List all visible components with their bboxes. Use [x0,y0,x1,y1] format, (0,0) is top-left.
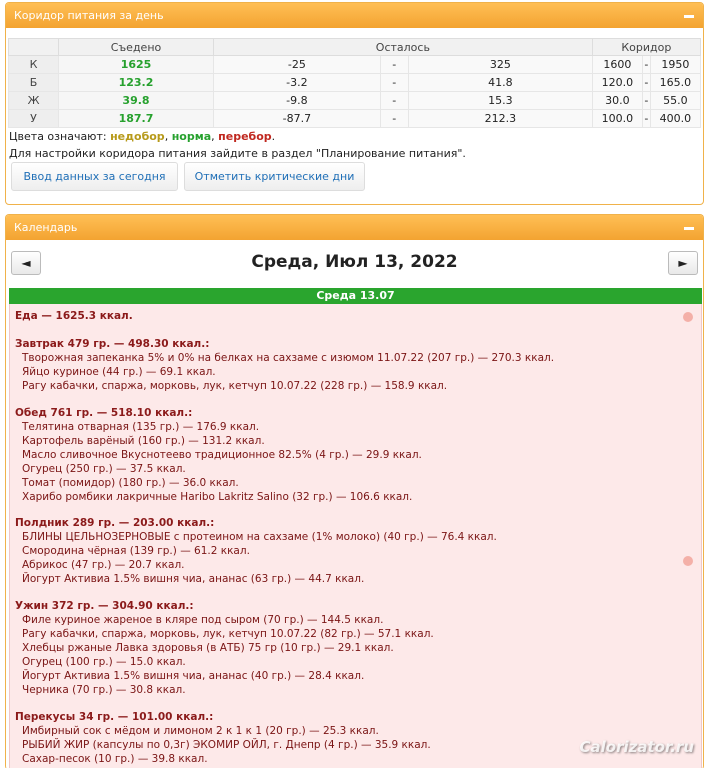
hand-icon [683,556,693,566]
remaining-min: -9.8 [214,92,381,110]
corridor-title: Коридор питания за день [14,9,164,22]
corridor-col-eaten: Съедено [59,39,214,56]
calendar-header [6,215,703,240]
corridor-max: 1950 [650,56,700,74]
list-item: Масло сливочное Вкуснотеево традиционное 82.5% (4 гр.) — 29.9 ккал. [22,449,422,461]
dash: - [643,110,651,128]
list-item: Рагу кабачки, спаржа, морковь, лук, кетчуп 10.07.22 (82 гр.) — 57.1 ккал. [22,628,434,640]
corridor-col-blank [9,39,59,56]
list-item: Огурец (100 гр.) — 15.0 ккал. [22,656,186,668]
day-entries [9,304,702,768]
dash: - [380,92,408,110]
corridor-min: 100.0 [592,110,642,128]
food-total: Еда — 1625.3 ккал. [15,310,133,322]
legend-over: перебор [218,130,272,143]
list-item: Телятина отварная (135 гр.) — 176.9 ккал. [22,421,260,433]
meal-header-breakfast: Завтрак 479 гр. — 498.30 ккал.: [15,338,210,350]
remaining-max: 325 [408,56,592,74]
list-item: Сахар-песок (10 гр.) — 39.8 ккал. [22,753,208,765]
calendar-panel [5,214,704,768]
corridor-min: 1600 [592,56,642,74]
list-item: Огурец (250 гр.) — 37.5 ккал. [22,463,186,475]
remaining-min: -3.2 [214,74,381,92]
row-label: У [9,110,59,128]
corridor-header [6,3,703,28]
table-row [9,92,701,110]
list-item: Филе куриное жареное в кляре под сыром (70 гр.) — 144.5 ккал. [22,614,384,626]
list-item: Смородина чёрная (139 гр.) — 61.2 ккал. [22,545,250,557]
list-item: Абрикос (47 гр.) — 20.7 ккал. [22,559,185,571]
list-item: Картофель варёный (160 гр.) — 131.2 ккал. [22,435,265,447]
calendar-title: Календарь [14,221,78,234]
collapse-icon[interactable] [683,222,695,234]
row-label: Ж [9,92,59,110]
list-item: БЛИНЫ ЦЕЛЬНОЗЕРНОВЫЕ с протеином на сахзаме (1% молоко) (40 гр.) — 76.4 ккал. [22,531,497,543]
legend-norm: норма [171,130,212,143]
list-item: Черника (70 гр.) — 30.8 ккал. [22,684,186,696]
remaining-max: 212.3 [408,110,592,128]
eaten-value: 39.8 [59,92,214,110]
list-item: Йогурт Активиа 1.5% вишня чиа, ананас (40 гр.) — 28.4 ккал. [22,670,365,682]
corridor-max: 55.0 [650,92,700,110]
list-item: Харибо ромбики лакричные Haribo Lakritz Salino (32 гр.) — 106.6 ккал. [22,491,413,503]
meal-header-lunch: Обед 761 гр. — 518.10 ккал.: [15,407,193,419]
list-item: Рагу кабачки, спаржа, морковь, лук, кетчуп 10.07.22 (228 гр.) — 158.9 ккал. [22,380,448,392]
list-item: Йогурт Активиа 1.5% вишня чиа, ананас (63 гр.) — 44.7 ккал. [22,573,365,585]
list-item: Творожная запеканка 5% и 0% на белках на сахзаме с изюмом 11.07.22 (207 гр.) — 270.3 ккал. [22,352,555,364]
calendar-date: Среда, Июл 13, 2022 [251,252,458,272]
meal-header-dinner: Ужин 372 гр. — 304.90 ккал.: [15,600,194,612]
dash: - [643,56,651,74]
color-legend: Цвета означают: недобор, норма, перебор. [9,130,276,143]
remaining-min: -25 [214,56,381,74]
corridor-col-corridor: Коридор [592,39,700,56]
corridor-max: 400.0 [650,110,700,128]
collapse-icon[interactable] [683,10,695,22]
next-day-button[interactable] [668,251,698,275]
meal-header-snacks: Перекусы 34 гр. — 101.00 ккал.: [15,711,214,723]
corridor-min: 120.0 [592,74,642,92]
legend-prefix: Цвета означают: [9,130,107,143]
day-label[interactable]: Среда 13.07 [9,288,702,304]
remaining-min: -87.7 [214,110,381,128]
dash: - [380,56,408,74]
legend-under: недобор [110,130,165,143]
list-item: Хлебцы ржаные Лавка здоровья (в АТБ) 75 гр (10 гр.) — 29.1 ккал. [22,642,394,654]
list-item: Томат (помидор) (180 гр.) — 36.0 ккал. [22,477,239,489]
row-label: К [9,56,59,74]
corridor-table [8,38,701,128]
list-item: Имбирный сок с мёдом и лимоном 2 к 1 к 1 (20 гр.) — 25.3 ккал. [22,725,379,737]
corridor-min: 30.0 [592,92,642,110]
dash: - [643,92,651,110]
arrow-right-icon: ► [678,256,688,270]
corridor-max: 165.0 [650,74,700,92]
corridor-col-remaining: Осталось [214,39,593,56]
meal-header-snack: Полдник 289 гр. — 203.00 ккал.: [15,517,215,529]
table-row [9,74,701,92]
eaten-value: 1625 [59,56,214,74]
remaining-max: 41.8 [408,74,592,92]
corridor-panel [5,2,704,205]
row-label: Б [9,74,59,92]
list-item: РЫБИЙ ЖИР (капсулы по 0,3г) ЭКОМИР ОЙЛ, г. Днепр (4 гр.) — 35.9 ккал. [22,739,431,751]
list-item: Яйцо куриное (44 гр.) — 69.1 ккал. [22,366,216,378]
remaining-max: 15.3 [408,92,592,110]
prev-day-button[interactable] [11,251,41,275]
table-row [9,110,701,128]
dash: - [380,74,408,92]
hand-icon [683,312,693,322]
dash: - [380,110,408,128]
eaten-value: 123.2 [59,74,214,92]
arrow-left-icon: ◄ [21,256,31,270]
watermark-logo: Calorizator.ru [579,738,694,756]
mark-critical-days-button[interactable]: Отметить критические дни [184,162,365,191]
dash: - [643,74,651,92]
eaten-value: 187.7 [59,110,214,128]
table-row [9,56,701,74]
settings-note: Для настройки коридора питания зайдите в раздел "Планирование питания". [9,147,466,160]
enter-today-button[interactable]: Ввод данных за сегодня [11,162,178,191]
